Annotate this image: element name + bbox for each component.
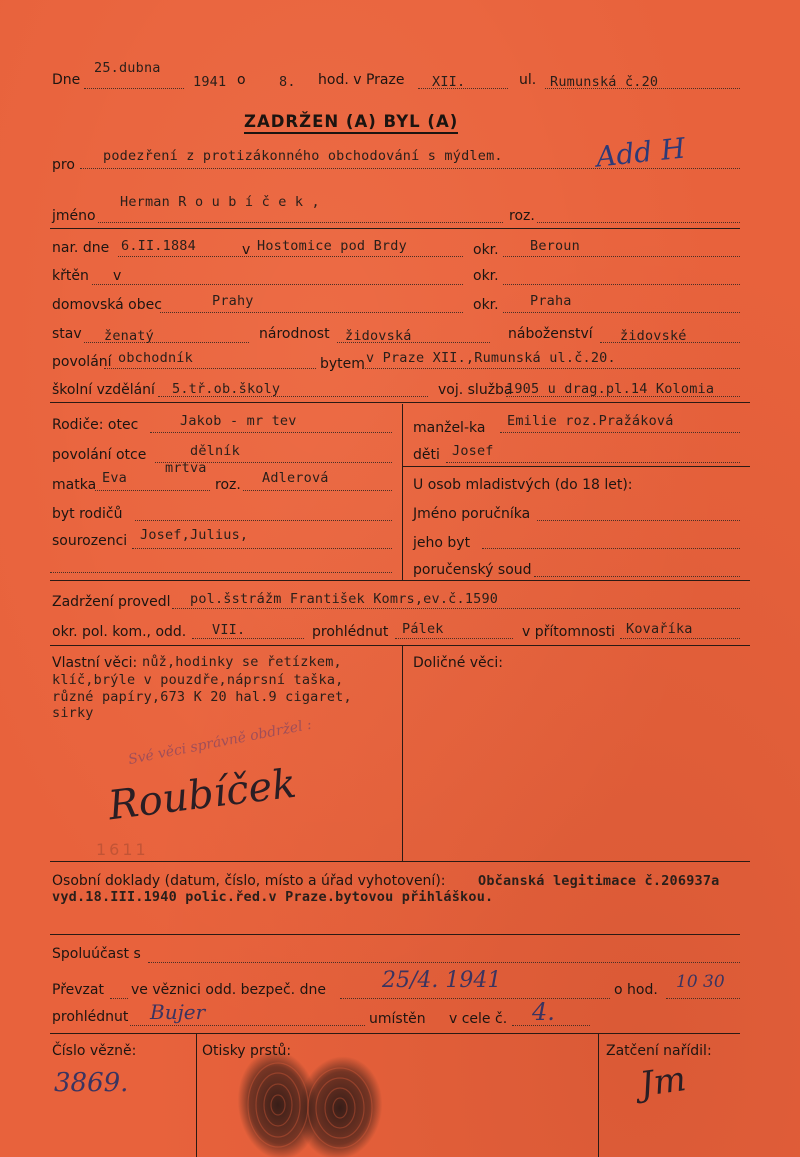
hod-praze-label: hod. v Praze [318, 72, 405, 88]
siblings-label: sourozenci [52, 533, 128, 549]
children-label: děti [413, 447, 440, 463]
received-stamp: Své věci správně obdržel : [126, 716, 313, 768]
street-value: Rumunská č.20 [550, 74, 659, 90]
own-things-line-4: sirky [52, 705, 94, 721]
faint-number: 1611 [96, 840, 149, 859]
minors-label: U osob mladistvých (do 18 let): [413, 477, 633, 493]
religion-value: židovské [620, 328, 687, 344]
siblings-value: Josef,Julius, [140, 527, 249, 543]
searched-label: prohlédnut [312, 624, 389, 640]
documents-value-2: vyd.18.III.1940 polic.řed.v Praze.bytovou přihláškou. [52, 889, 494, 905]
transfer-date: 25/4. 1941 [382, 968, 502, 993]
father-value: Jakob - mr tev [180, 413, 297, 429]
arrest-by-value: pol.šstrážm František Komrs,ev.č.1590 [190, 591, 499, 607]
home-district: Praha [530, 293, 572, 309]
guardian-label: Jméno poručníka [413, 506, 531, 522]
ordered-signature: Jm [637, 1059, 689, 1105]
birth-place-label: v [242, 242, 251, 258]
mother-value: Eva [102, 470, 127, 486]
reason-label: pro [52, 157, 75, 173]
ordered-label: Zatčení nařídil: [606, 1043, 712, 1059]
mother-label: matka [52, 477, 97, 493]
fingerprints-image [218, 1020, 438, 1157]
district-value: XII. [432, 74, 466, 90]
residence-label: bytem [320, 356, 365, 372]
hour-value: 8. [279, 74, 296, 90]
fingerprints-label: Otisky prstů: [202, 1043, 292, 1059]
religion-label: náboženství [508, 326, 593, 342]
o-label: o [237, 72, 246, 88]
prisoner-no-value: 3869. [54, 1068, 129, 1098]
court-label: poručenský soud [413, 562, 532, 578]
nationality-value: židovská [345, 328, 412, 344]
own-things-line-2: klíč,brýle v pouzdře,náprsní taška, [52, 672, 344, 688]
owner-signature: Roubíček [105, 760, 299, 830]
children-value: Josef [452, 443, 494, 459]
date-year: 1941 [193, 74, 227, 90]
presence-value: Kovaříka [626, 621, 693, 637]
baptized-v: v [113, 268, 122, 284]
birth-district: Beroun [530, 238, 580, 254]
reason-note-handwritten: Add H [594, 131, 687, 174]
inspected-label: prohlédnut [52, 1009, 129, 1025]
form-title: ZADRŽEN (A) BYL (A) [244, 112, 458, 134]
residence-value: v Praze XII.,Rumunská ul.č.20. [366, 350, 616, 366]
date-day-month: 25.dubna [94, 60, 161, 76]
street-label: ul. [519, 72, 537, 88]
inspected-by: Bujer [150, 1000, 206, 1024]
spouse-value: Emilie roz.Pražáková [507, 413, 674, 429]
reason-value: podezření z protizákonného obchodování s mýdlem. [103, 148, 503, 164]
own-things-line-1: nůž,hodinky se řetízkem, [142, 654, 342, 670]
birth-label: nar. dne [52, 240, 110, 256]
occupation-value: obchodník [118, 350, 193, 366]
mother-maiden-value: Adlerová [262, 470, 329, 486]
military-label: voj. služba [438, 382, 513, 398]
office-value: VII. [212, 622, 246, 638]
parents-home-label: byt rodičů [52, 506, 123, 522]
marital-value: ženatý [104, 328, 154, 344]
mother-maiden-label: roz. [215, 477, 241, 493]
father-job-value: dělník [190, 443, 240, 459]
baptized-label: křtěn [52, 268, 89, 284]
office-label: okr. pol. kom., odd. [52, 624, 187, 640]
name-value: Herman R o u b í č e k , [120, 194, 320, 210]
placed-label: umístěn [369, 1011, 426, 1027]
maiden-label: roz. [509, 208, 535, 224]
mother-status: mrtva [165, 460, 207, 476]
presence-label: v přítomnosti [522, 624, 616, 640]
school-label: školní vzdělání [52, 382, 155, 398]
parents-label: Rodiče: otec [52, 417, 139, 433]
guardian-home-label: jeho byt [413, 535, 471, 551]
marital-label: stav [52, 326, 82, 342]
evidence-label: Doličné věci: [413, 655, 503, 671]
transfer-hour: 10 30 [676, 972, 725, 992]
documents-value-1: Občanská legitimace č.206937a [478, 873, 720, 889]
searched-value: Pálek [402, 621, 444, 637]
military-value: 1905 u drag.pl.14 Kolomia [506, 381, 715, 397]
baptized-district-label: okr. [473, 268, 499, 284]
accomplice-label: Spoluúčast s [52, 946, 141, 962]
prisoner-no-label: Číslo vězně: [52, 1043, 137, 1059]
home-value: Prahy [212, 293, 254, 309]
birth-place: Hostomice pod Brdy [257, 238, 407, 254]
hour-label: o hod. [614, 982, 658, 998]
school-value: 5.tř.ob.školy [172, 381, 281, 397]
birth-date: 6.II.1884 [121, 238, 196, 254]
father-job-label: povolání otce [52, 447, 147, 463]
arrest-by-label: Zadržení provedl [52, 594, 171, 610]
transfer-label: Převzat [52, 982, 104, 998]
home-label: domovská obec [52, 297, 162, 313]
spouse-label: manžel-ka [413, 420, 486, 436]
nationality-label: národnost [259, 326, 330, 342]
birth-district-label: okr. [473, 242, 499, 258]
name-label: jméno [52, 208, 96, 224]
cell-number: 4. [532, 998, 555, 1026]
documents-label: Osobní doklady (datum, číslo, místo a úřad vyhotovení): [52, 873, 446, 889]
own-things-line-3: různé papíry,673 K 20 hal.9 cigaret, [52, 689, 352, 705]
own-things-label: Vlastní věci: [52, 655, 138, 671]
date-label: Dne [52, 72, 81, 88]
occupation-label: povolání [52, 354, 112, 370]
cell-label: v cele č. [449, 1011, 508, 1027]
home-district-label: okr. [473, 297, 499, 313]
jail-label: ve věznici odd. bezpeč. dne [131, 982, 326, 998]
